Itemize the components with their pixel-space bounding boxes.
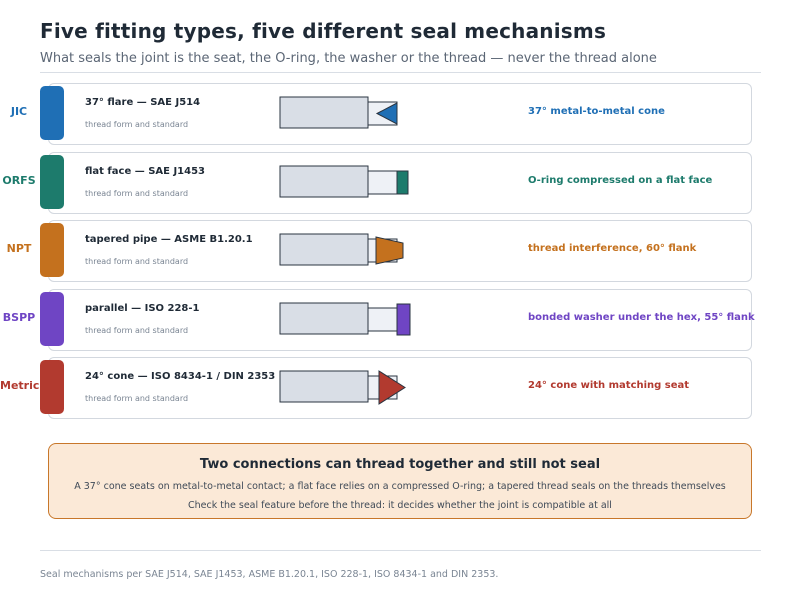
warning-callout: [48, 443, 752, 519]
fitting-body-shape: [280, 234, 368, 265]
fitting-code: JIC: [10, 105, 28, 118]
footer-divider: [40, 550, 761, 551]
fitting-row-metric: [0, 357, 800, 419]
nipple-shape: [368, 308, 397, 331]
fitting-illustration: [278, 369, 418, 407]
footer-note: Seal mechanisms per SAE J514, SAE J1453, ASME B1.20.1, ISO 228-1, ISO 8434-1 and DIN 2353.: [40, 569, 499, 580]
fitting-note: thread form and standard: [85, 120, 189, 129]
fitting-color-tag: [40, 292, 64, 346]
fitting-body-shape: [280, 303, 368, 334]
fitting-color-tag: [40, 360, 64, 414]
fitting-color-tag: [40, 86, 64, 140]
fitting-illustration: [278, 301, 418, 339]
fitting-row-orfs: [0, 152, 800, 214]
bonded-washer-shape: [397, 304, 410, 335]
fitting-note: thread form and standard: [85, 394, 189, 403]
fitting-name: 37° flare — SAE J514: [85, 97, 201, 108]
callout-line: A 37° cone seats on metal-to-metal contact; a flat face relies on a compressed O-ring; a tapered thread seals on the threads themselves: [74, 481, 726, 492]
fitting-body-shape: [280, 166, 368, 197]
o-ring-face-shape: [397, 171, 408, 194]
callout-title: Two connections can thread together and still not seal: [199, 457, 601, 472]
fitting-illustration: [278, 95, 418, 133]
fitting-note: thread form and standard: [85, 325, 189, 335]
sealing-feature-label: 24° cone with matching seat: [528, 380, 690, 391]
fitting-row-npt: [0, 220, 800, 282]
fitting-illustration: [278, 164, 418, 202]
sealing-feature-label: 37° metal-to-metal cone: [528, 106, 665, 117]
page-title: Five fitting types, five different seal mechanisms: [40, 19, 607, 43]
fitting-name: parallel — ISO 228-1: [85, 302, 200, 314]
callout-line: Check the seal feature before the thread: it decides whether the joint is compatible at all: [188, 500, 612, 511]
tapered-thread-shape: [376, 237, 403, 264]
fitting-name: flat face — SAE J1453: [85, 165, 205, 177]
page-subtitle: What seals the joint is the seat, the O-ring, the washer or the thread — never the thread alone: [40, 51, 657, 66]
fitting-illustration: [278, 232, 418, 270]
fitting-code: Metric: [0, 379, 40, 392]
fitting-row-jic: [0, 83, 800, 145]
fitting-name: 24° cone — ISO 8434-1 / DIN 2353: [85, 371, 276, 382]
fitting-body-shape: [280, 97, 368, 128]
fitting-note: thread form and standard: [85, 257, 189, 266]
fitting-color-tag: [40, 155, 64, 209]
header-divider: [40, 72, 761, 73]
nipple-shape: [368, 171, 398, 194]
fitting-body-shape: [280, 371, 368, 402]
sealing-feature-label: bonded washer under the hex, 55° flank: [528, 311, 755, 323]
fitting-row-bspp: [0, 289, 800, 351]
fitting-code: ORFS: [2, 173, 36, 187]
fitting-code: BSPP: [2, 310, 36, 324]
fitting-color-tag: [40, 223, 64, 277]
fitting-code: NPT: [6, 242, 32, 255]
fitting-note: thread form and standard: [85, 188, 189, 198]
sealing-feature-label: O-ring compressed on a flat face: [528, 174, 713, 186]
fitting-name: tapered pipe — ASME B1.20.1: [85, 234, 253, 245]
sealing-feature-label: thread interference, 60° flank: [528, 243, 697, 254]
